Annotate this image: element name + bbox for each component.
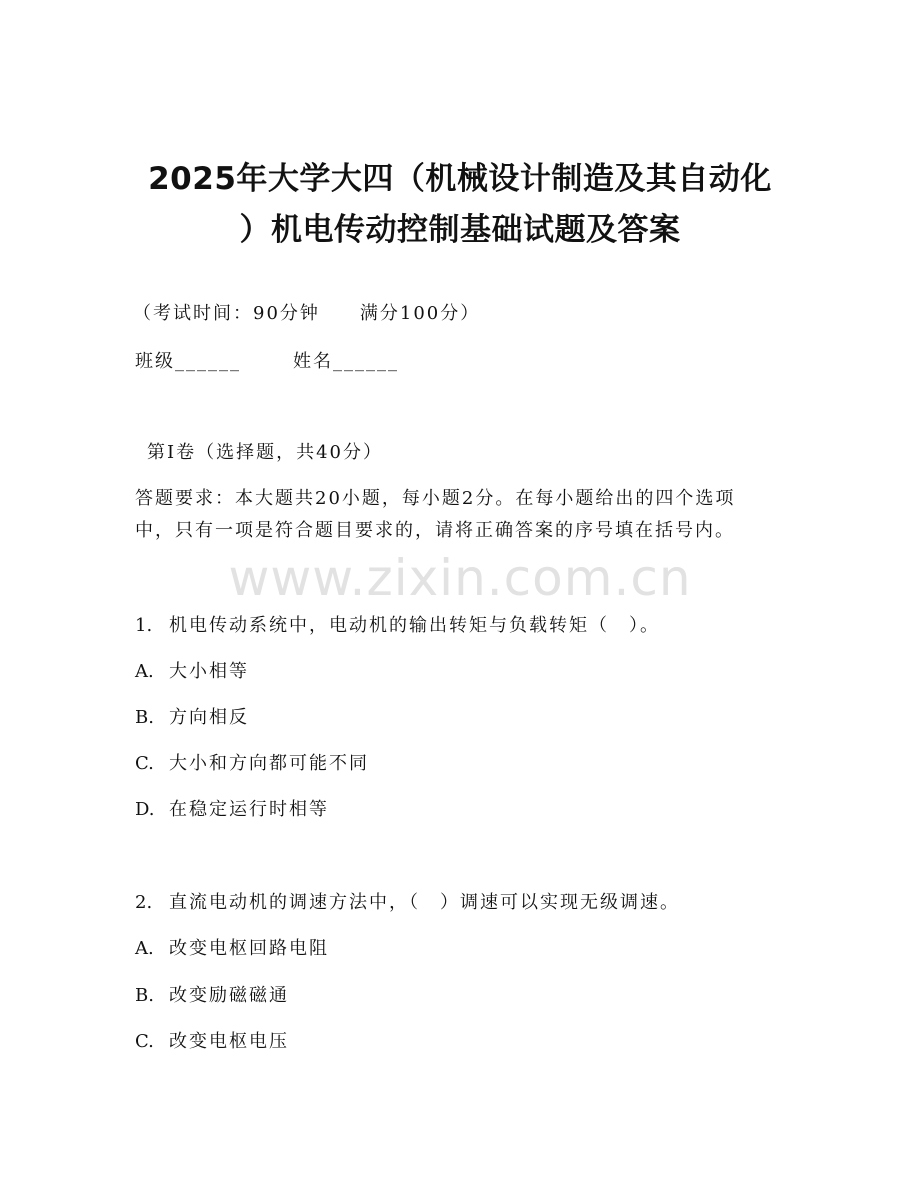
question-1-option-d xyxy=(135,798,329,822)
question-2-option-b xyxy=(135,984,289,1008)
question-text: 直流电动机的调速方法中，（ ）调速可以实现无级调速。 xyxy=(169,892,680,913)
class-field: 班级______ xyxy=(135,351,241,372)
question-1-option-b xyxy=(135,706,249,730)
watermark: www.zixin.com.cn xyxy=(228,549,692,607)
option-letter: A. xyxy=(135,661,154,682)
instructions-line-2: 中，只有一项是符合题目要求的，请将正确答案的序号填在括号内。 xyxy=(135,520,735,541)
question-text: 机电传动系统中，电动机的输出转矩与负载转矩（ ）。 xyxy=(169,615,660,636)
option-letter: B. xyxy=(135,707,154,728)
question-number: 2. xyxy=(135,892,153,913)
question-1-option-a xyxy=(135,660,249,684)
option-text: 方向相反 xyxy=(169,707,249,728)
document-title-line-1: 2025年大学大四（机械设计制造及其自动化 xyxy=(148,161,772,197)
option-text: 在稳定运行时相等 xyxy=(169,799,329,820)
name-field: 姓名______ xyxy=(293,351,399,372)
option-letter: C. xyxy=(135,753,154,774)
exam-info: （考试时间：90分钟 满分100分） xyxy=(133,303,481,324)
option-text: 大小和方向都可能不同 xyxy=(169,753,369,774)
option-letter: D. xyxy=(135,799,155,820)
question-2 xyxy=(135,891,680,915)
student-info-line xyxy=(135,350,399,374)
question-2-option-c xyxy=(135,1030,289,1054)
option-letter: C. xyxy=(135,1031,154,1052)
question-1-option-c xyxy=(135,752,369,776)
question-number: 1. xyxy=(135,615,153,636)
option-letter: A. xyxy=(135,938,154,959)
document-title-line-2: ）机电传动控制基础试题及答案 xyxy=(239,212,681,248)
section-header: 第I卷（选择题，共40分） xyxy=(147,442,384,463)
option-text: 大小相等 xyxy=(169,661,249,682)
option-letter: B. xyxy=(135,985,154,1006)
instructions-line-1: 答题要求：本大题共20小题，每小题2分。在每小题给出的四个选项 xyxy=(135,488,736,509)
option-text: 改变电枢电压 xyxy=(169,1031,289,1052)
option-text: 改变电枢回路电阻 xyxy=(169,938,329,959)
question-2-option-a xyxy=(135,937,329,961)
question-1 xyxy=(135,614,660,638)
option-text: 改变励磁磁通 xyxy=(169,985,289,1006)
